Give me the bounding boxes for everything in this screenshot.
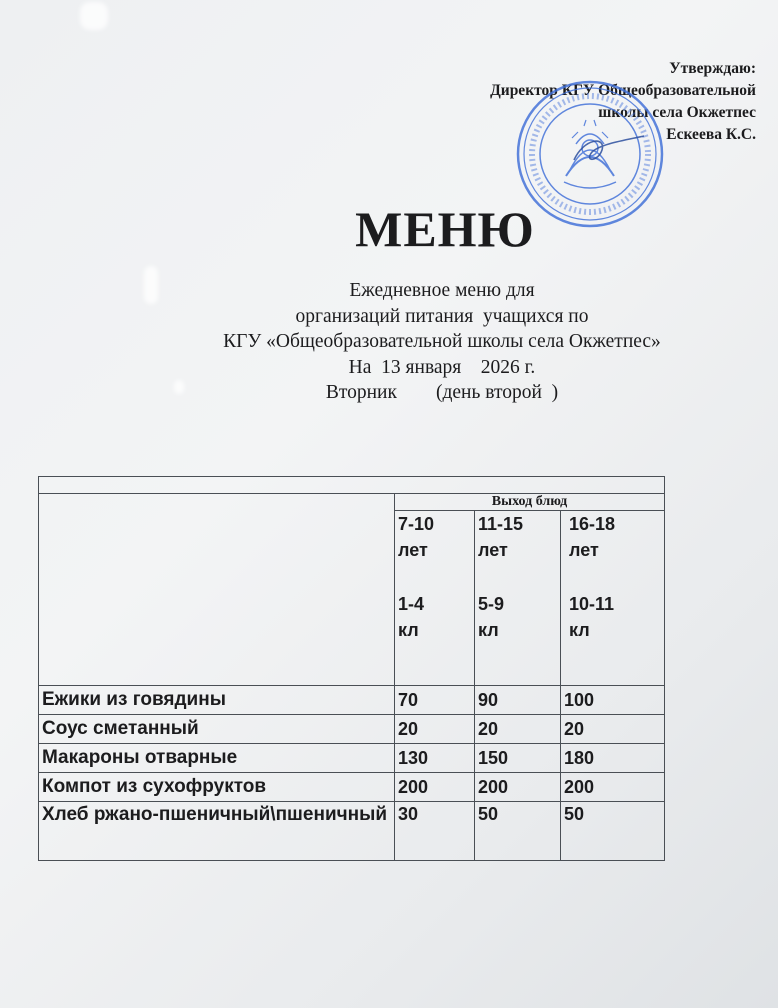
table-row: [39, 744, 665, 773]
portion-value: 70: [395, 686, 475, 715]
age-group-header: [475, 511, 561, 686]
dish-header-cell: [39, 494, 395, 686]
dish-name: Компот из сухофруктов: [39, 773, 395, 802]
subtitle-line: Ежедневное меню для: [349, 280, 535, 301]
portion-value: 200: [395, 773, 475, 802]
menu-subtitle: [0, 278, 778, 406]
approval-heading: Утверждаю:: [669, 60, 756, 77]
approval-director: Директор КГУ Общеобразовательной: [490, 82, 756, 99]
portion-value: 50: [561, 802, 665, 861]
portion-value: 20: [475, 715, 561, 744]
portion-value: 20: [395, 715, 475, 744]
age-label: 7-10 лет: [398, 514, 435, 560]
table-header-row: [39, 494, 665, 511]
portion-value: 180: [561, 744, 665, 773]
output-group-header: Выход блюд: [395, 494, 665, 511]
table-row: [39, 686, 665, 715]
dish-name: Ежики из говядины: [39, 686, 395, 715]
portion-value: 30: [395, 802, 475, 861]
date-line: На 13 января 2026 г.: [348, 356, 536, 378]
page-title: МЕНЮ: [355, 201, 535, 257]
portion-value: 50: [475, 802, 561, 861]
approval-school: школы села Окжетпес: [598, 104, 756, 121]
portion-value: 90: [475, 686, 561, 715]
subtitle-line: организаций питания учащихся по: [295, 305, 589, 327]
table-row: [39, 802, 665, 861]
portion-value: 200: [475, 773, 561, 802]
grade-label: 10-11 кл: [569, 594, 615, 640]
age-label: 11-15 лет: [478, 514, 524, 560]
header-blank-cell: [39, 477, 665, 494]
light-glare: [80, 2, 108, 30]
table-header-row: [39, 477, 665, 494]
grade-label: 5-9 кл: [478, 594, 505, 640]
dish-name: Хлеб ржано-пшеничный\пшеничный: [39, 802, 395, 861]
age-label: 16-18 лет: [569, 514, 616, 560]
portion-value: 150: [475, 744, 561, 773]
age-group-header: [395, 511, 475, 686]
table-row: [39, 715, 665, 744]
portion-value: 130: [395, 744, 475, 773]
approval-name: Ескеева К.С.: [666, 126, 756, 143]
subtitle-line: КГУ «Общеобразовательной школы села Окжетпес»: [223, 331, 661, 352]
dish-name: Соус сметанный: [39, 715, 395, 744]
weekday-line: Вторник (день второй ): [325, 382, 559, 403]
grade-label: 1-4 кл: [398, 594, 425, 640]
age-group-header: [561, 511, 665, 686]
portion-value: 200: [561, 773, 665, 802]
table-row: [39, 773, 665, 802]
menu-table: [38, 476, 665, 861]
dish-name: Макароны отварные: [39, 744, 395, 773]
portion-value: 100: [561, 686, 665, 715]
portion-value: 20: [561, 715, 665, 744]
